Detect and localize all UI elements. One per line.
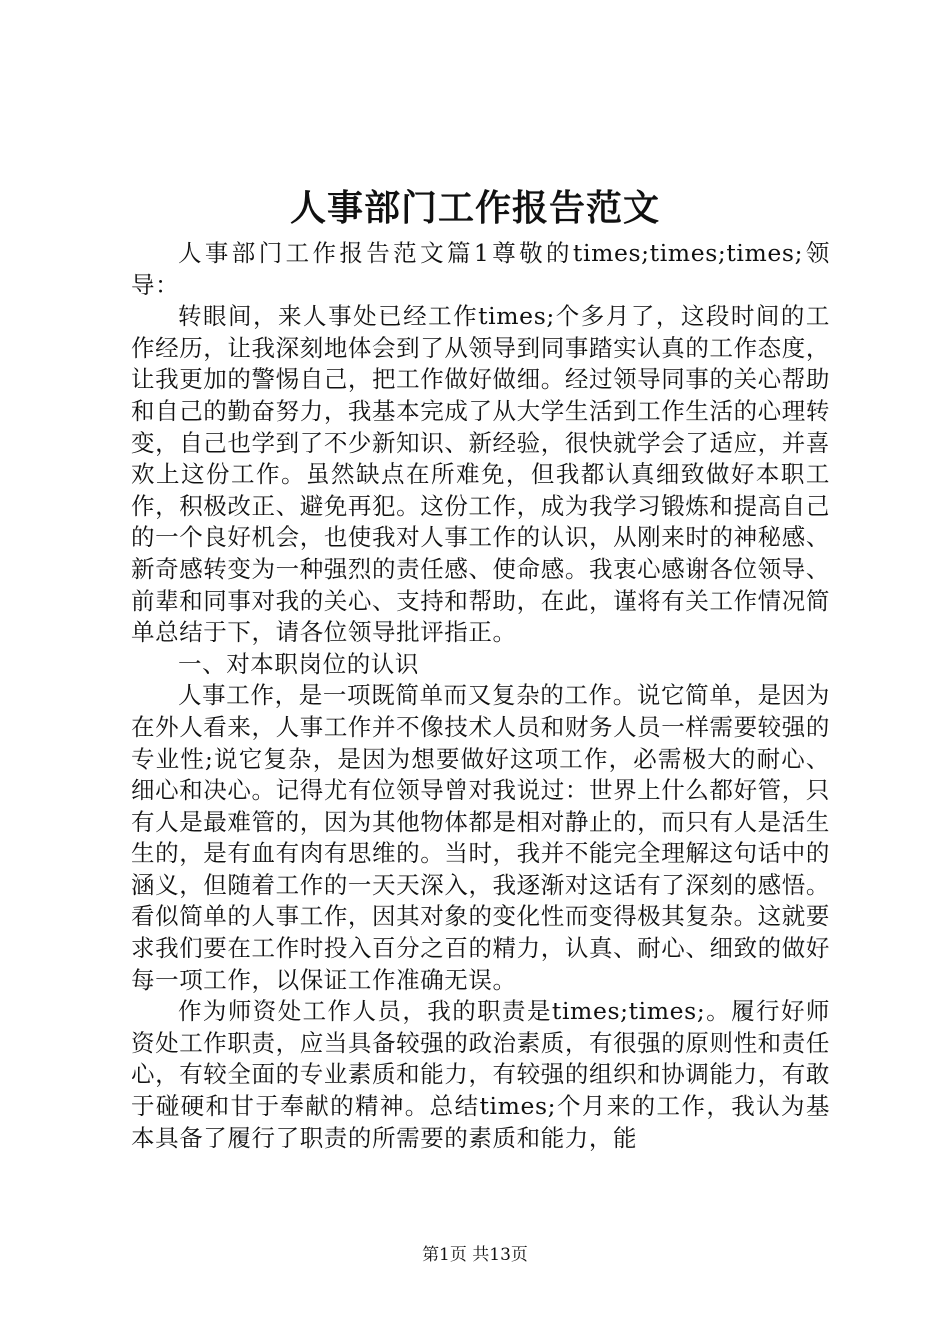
page-footer: 第1页 共13页 (422, 1245, 528, 1265)
document-title: 人事部门工作报告范文 (289, 187, 660, 229)
paragraph-hr-work: 人事工作，是一项既简单而又复杂的工作。说它简单，是因为在外人看来，人事工作并不像技术人员和财务人员一样需要较强的专业性;说它复杂，是因为想要做好这项工作，必需极大的耐心、细心和决心。记得尤有位领导曾对我说过：世界上什么都好管，只有人是最难管的，因为其他物体都是相对静止的，而只有人是活生生的，是有血有肉有思维的。当时，我并不能完全理解这句话中的涵义，但随着工作的一天天深入，我逐渐对这话有了深刻的感悟。看似简单的人事工作，因其对象的变化性而变得极其复杂。这就要求我们要在工作时投入百分之百的精力，认真、耐心、细致的做好每一项工作，以保证工作准确无误。 (131, 681, 830, 994)
section-heading-1: 一、对本职岗位的认识 (178, 649, 419, 678)
document-body (131, 238, 830, 1154)
paragraph-duties: 作为师资处工作人员，我的职责是times;times;。履行好师资处工作职责，应当具备较强的政治素质，有很强的原则性和责任心，有较全面的专业素质和能力，有较强的组织和协调能力，有敢于碰硬和甘于奉献的精神。总结times;个月来的工作，我认为基本具备了履行了职责的所需要的素质和能力，能 (131, 997, 830, 1152)
paragraph-intro: 转眼间，来人事处已经工作times;个多月了，这段时间的工作经历，让我深刻地体会到了从领导到同事踏实认真的工作态度，让我更加的警惕自己，把工作做好做细。经过领导同事的关心帮助和自己的勤奋努力，我基本完成了从大学生活到工作生活的心理转变，自己也学到了不少新知识、新经验，很快就学会了适应，并喜欢上这份工作。虽然缺点在所难免，但我都认真细致做好本职工作，积极改正、避免再犯。这份工作，成为我学习锻炼和提高自己的一个良好机会，也使我对人事工作的认识，从刚来时的神秘感、新奇感转变为一种强烈的责任感、使命感。我衷心感谢各位领导、前辈和同事对我的关心、支持和帮助，在此，谨将有关工作情况简单总结于下，请各位领导批评指正。 (131, 302, 830, 647)
paragraph-salutation: 人事部门工作报告范文篇1尊敬的times;times;times;领导： (131, 239, 830, 299)
